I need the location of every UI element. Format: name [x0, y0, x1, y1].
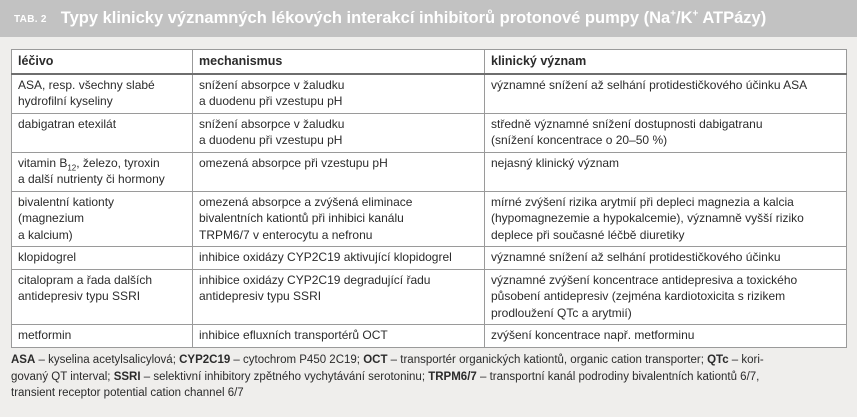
table-row — [12, 269, 847, 325]
table-title: Typy klinicky významných lékových interakcí inhibitorů protonové pumpy (Na+/K+ ATPázy) — [60, 8, 767, 27]
table-row — [12, 74, 847, 114]
table-header-bar — [0, 0, 857, 37]
table-row — [12, 191, 847, 247]
table-row — [12, 152, 847, 191]
table-number-label: TAB. 2 — [14, 14, 47, 25]
cell-drug: ASA, resp. všechny slabé hydrofilní kyseliny — [12, 74, 193, 114]
cell-drug: citalopram a řada dalších antidepresiv typu SSRI — [12, 269, 193, 325]
cell-significance: významné snížení až selhání protidestičkového účinku ASA — [485, 74, 847, 114]
cell-significance: středně významné snížení dostupnosti dabigatranu (snížení koncentrace o 20–50 %) — [485, 113, 847, 152]
cell-significance: mírné zvýšení rizika arytmií při depleci magnezia a kalcia (hypomagnezemie a hypokalcemie), významně vyšší riziko deplece při současné léčbě diuretiky — [485, 191, 847, 247]
column-header-mechanism: mechanismus — [193, 50, 485, 74]
cell-drug: bivalentní kationty (magnezium a kalcium) — [12, 191, 193, 247]
table-row — [12, 113, 847, 152]
cell-mechanism: inhibice efluxních transportérů OCT — [193, 325, 485, 348]
cell-mechanism: snížení absorpce v žaludku a duodenu při vzestupu pH — [193, 113, 485, 152]
table-header-row — [12, 50, 847, 74]
interaction-table — [11, 49, 847, 348]
cell-significance: významné zvýšení koncentrace antidepresiva a toxického působení antidepresiv (zejména kardiotoxicita s rizikem prodloužení QTc a arytmií) — [485, 269, 847, 325]
cell-drug: metformin — [12, 325, 193, 348]
cell-significance: nejasný klinický význam — [485, 152, 847, 191]
cell-mechanism: inhibice oxidázy CYP2C19 aktivující klopidogrel — [193, 247, 485, 270]
cell-significance: zvýšení koncentrace např. metforminu — [485, 325, 847, 348]
table-row — [12, 247, 847, 270]
cell-mechanism: inhibice oxidázy CYP2C19 degradující řadu antidepresiv typu SSRI — [193, 269, 485, 325]
abbreviations-footnote: ASA – kyselina acetylsalicylová; CYP2C19 – cytochrom P450 2C19; OCT – transportér organických kationtů, organic cation transporter; QTc – kori- govaný QT interval; SSRI – selektivní inhibitory zpětného vychytávání serotoninu; TRPM6/7 – transportní kanál podrodiny bivalentních kationtů 6/7, transient receptor potential cation channel 6/7 — [11, 354, 764, 399]
column-header-significance: klinický význam — [485, 50, 847, 74]
cell-drug: vitamin $B_{12}$, železo, tyroxin a další nutrienty či hormony — [12, 152, 193, 191]
column-header-drug: léčivo — [12, 50, 193, 74]
cell-mechanism: snížení absorpce v žaludku a duodenu při vzestupu pH — [193, 74, 485, 114]
cell-mechanism: omezená absorpce při vzestupu pH — [193, 152, 485, 191]
cell-significance: významné snížení až selhání protidestičkového účinku — [485, 247, 847, 270]
cell-drug: dabigatran etexilát — [12, 113, 193, 152]
interaction-table-container — [11, 49, 846, 348]
cell-mechanism: omezená absorpce a zvýšená eliminace bivalentních kationtů při inhibici kanálu TRPM6/7 v enterocytu a nefronu — [193, 191, 485, 247]
table-row — [12, 325, 847, 348]
cell-drug: klopidogrel — [12, 247, 193, 270]
